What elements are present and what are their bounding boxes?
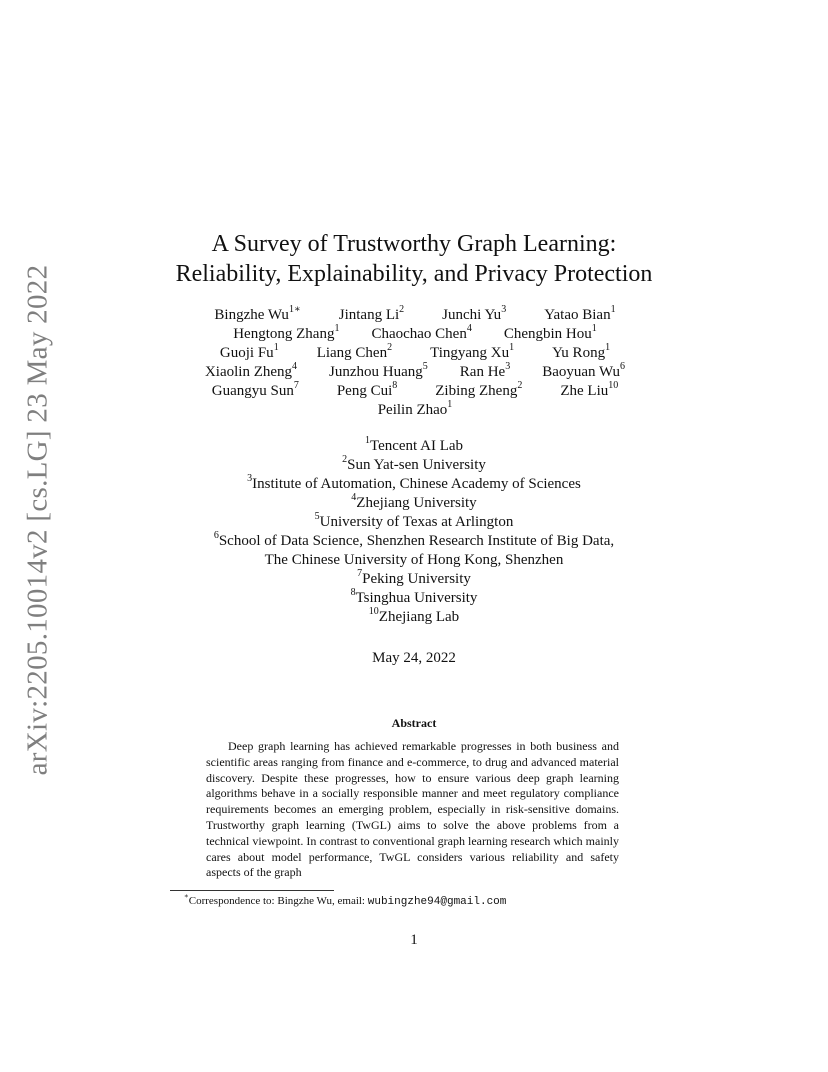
author: Yu Rong$^1$ (552, 342, 611, 361)
author: Hengtong Zhang$^1$ (233, 323, 340, 342)
affiliation: The Chinese University of Hong Kong, Shenzhen (264, 552, 564, 568)
paper-date: May 24, 2022 (372, 650, 456, 666)
author-row (150, 306, 680, 325)
title-line-1: A Survey of Trustworthy Graph Learning: (211, 231, 617, 257)
author: Yatao Bian$^1$ (544, 304, 616, 323)
affiliation: $^3$Institute of Automation, Chinese Academy of Sciences (247, 473, 581, 492)
affiliation: $^8$Tsinghua University (350, 587, 478, 606)
author: Junzhou Huang$^5$ (329, 361, 428, 380)
affiliation: $^{10}$Zhejiang Lab (368, 606, 460, 625)
author: Junchi Yu$^3$ (442, 304, 507, 323)
abstract-heading: Abstract (391, 716, 437, 730)
abstract-text: Deep graph learning has achieved remarkable progresses in both business and scientific areas ranging from finance and e-commerce, to drug and advanced material discovery. Despite these progresses, how to ensure various deep graph learning algorithms behave in a socially responsible manner and meet regulatory compliance requirements becomes an emerging problem, especially in risk-sensitive domains. Trustworthy graph learning (TwGL) aims to solve the above problems from a technical viewpoint. In contrast to conventional graph learning research which mainly cares about model performance, TwGL considers various reliability and safety aspects of the graph (206, 739, 619, 880)
footnote-email: wubingzhe94@gmail.com (367, 896, 507, 908)
author-row (150, 401, 680, 420)
author: Zhe Liu$^{10}$ (560, 380, 619, 399)
arxiv-stamp: arXiv:2205.10014v2 [cs.LG] 23 May 2022 (21, 264, 54, 776)
footnote-mark: ∗ (184, 892, 189, 901)
page-number: 1 (410, 932, 418, 948)
affiliation: $^5$University of Texas at Arlington (314, 511, 514, 530)
affiliation-list (0, 437, 828, 627)
author: Tingyang Xu$^1$ (430, 342, 515, 361)
author: Ran He$^3$ (459, 361, 511, 380)
affiliation: $^1$Tencent AI Lab (364, 435, 464, 454)
author: Guoji Fu$^1$ (219, 342, 279, 361)
author: Liang Chen$^2$ (316, 342, 393, 361)
author-row (150, 344, 680, 363)
author: Peilin Zhao$^1$ (377, 399, 453, 418)
affiliation: $^2$Sun Yat-sen University (342, 454, 486, 473)
author: Guangyu Sun$^7$ (211, 380, 299, 399)
affiliation: $^4$Zhejiang University (351, 492, 477, 511)
paper-title (0, 229, 828, 289)
footnote-rule (170, 890, 334, 891)
author-list (150, 306, 680, 420)
title-line-2: Reliability, Explainability, and Privacy Protection (175, 261, 653, 287)
author: Jintang Li$^2$ (338, 304, 405, 323)
footnote-text: Correspondence to: Bingzhe Wu, email: (188, 895, 368, 907)
footnote (184, 894, 506, 909)
affiliation: $^7$Peking University (357, 568, 471, 587)
author: Chengbin Hou$^1$ (503, 323, 597, 342)
author: Xiaolin Zheng$^4$ (204, 361, 298, 380)
author: Peng Cui$^8$ (336, 380, 398, 399)
author-row (150, 363, 680, 382)
author: Chaochao Chen$^4$ (371, 323, 472, 342)
author: Baoyuan Wu$^6$ (542, 361, 626, 380)
author: Zibing Zheng$^2$ (435, 380, 523, 399)
author-row (150, 382, 680, 401)
author-row (150, 325, 680, 344)
affiliation: $^6$School of Data Science, Shenzhen Research Institute of Big Data, (213, 530, 615, 549)
author: Bingzhe $Wu^{1∗}$ (214, 304, 301, 323)
